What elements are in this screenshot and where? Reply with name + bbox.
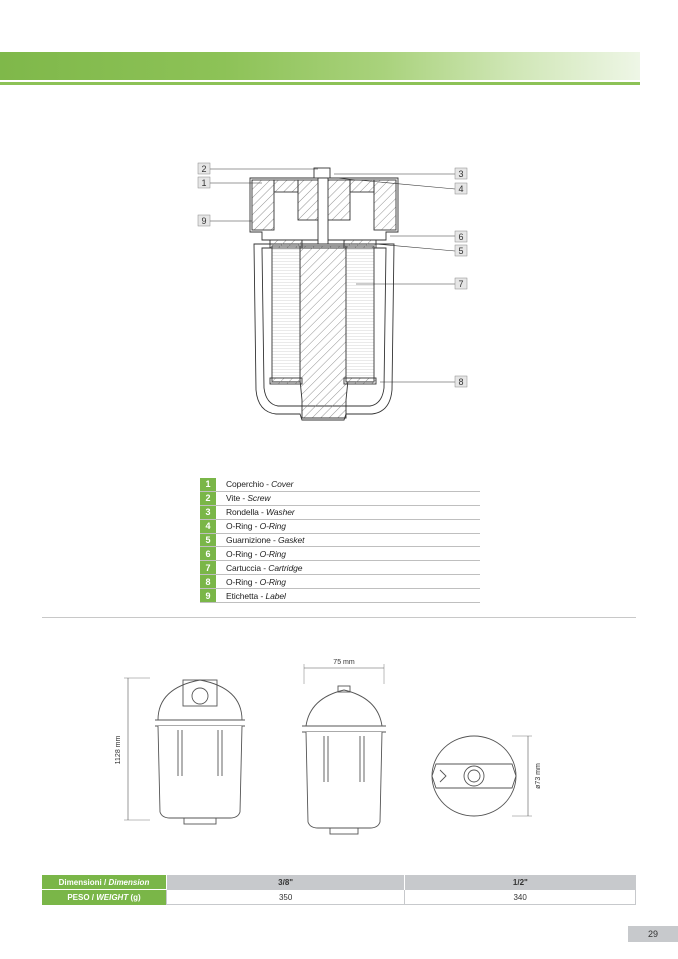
legend-text: Coperchio - Cover	[226, 479, 294, 490]
page-number: 29	[628, 926, 678, 942]
width-dimension: 75 mm	[333, 659, 355, 666]
callout-7: 7	[458, 279, 464, 289]
callout-1: 1	[201, 178, 207, 188]
weight-3-8: 350	[167, 890, 405, 905]
legend-row	[200, 478, 480, 492]
legend-number: 2	[200, 492, 216, 505]
legend-text: Cartuccia - Cartridge	[226, 562, 303, 573]
legend-number: 3	[200, 506, 216, 519]
legend-number: 6	[200, 547, 216, 560]
parts-legend	[200, 478, 480, 603]
legend-text: Guarnizione - Gasket	[226, 535, 305, 545]
height-dimension: 1128 mm	[115, 735, 122, 765]
side-view	[155, 680, 245, 824]
legend-row	[200, 534, 480, 548]
diameter-dimension: ø73 mm	[535, 763, 542, 789]
legend-row	[200, 561, 480, 575]
size-3-8: 3/8"	[167, 875, 405, 890]
front-view	[302, 686, 386, 834]
top-view	[432, 736, 516, 816]
legend-row	[200, 589, 480, 603]
callout-2: 2	[201, 164, 207, 174]
callout-8: 8	[458, 377, 464, 387]
size-1-2: 1/2"	[405, 875, 636, 890]
legend-row	[200, 492, 480, 506]
callout-6: 6	[458, 232, 464, 242]
legend-text: O-Ring - O-Ring	[226, 521, 286, 532]
legend-row	[200, 520, 480, 534]
filter-section-drawing	[0, 0, 678, 470]
section-divider	[42, 617, 636, 618]
legend-text: O-Ring - O-Ring	[226, 576, 286, 587]
legend-number: 9	[200, 589, 216, 602]
weight-header: PESO / WEIGHT (g)	[42, 890, 167, 905]
legend-number: 4	[200, 520, 216, 533]
callout-5: 5	[458, 246, 464, 256]
legend-text: Etichetta - Label	[226, 590, 286, 601]
legend-text: Rondella - Washer	[226, 507, 295, 518]
legend-text: Vite - Screw	[226, 493, 271, 504]
weight-table	[42, 875, 636, 905]
callout-3: 3	[458, 169, 464, 179]
callout-9: 9	[201, 216, 207, 226]
legend-number: 8	[200, 575, 216, 588]
legend-row	[200, 575, 480, 589]
callout-4: 4	[458, 184, 464, 194]
dimension-views	[0, 650, 678, 850]
legend-number: 1	[200, 478, 216, 491]
legend-text: O-Ring - O-Ring	[226, 548, 286, 559]
dimension-header: Dimensioni / Dimension	[42, 875, 167, 890]
legend-row	[200, 547, 480, 561]
legend-number: 7	[200, 561, 216, 574]
weight-1-2: 340	[405, 890, 636, 905]
legend-row	[200, 506, 480, 520]
legend-number: 5	[200, 534, 216, 547]
